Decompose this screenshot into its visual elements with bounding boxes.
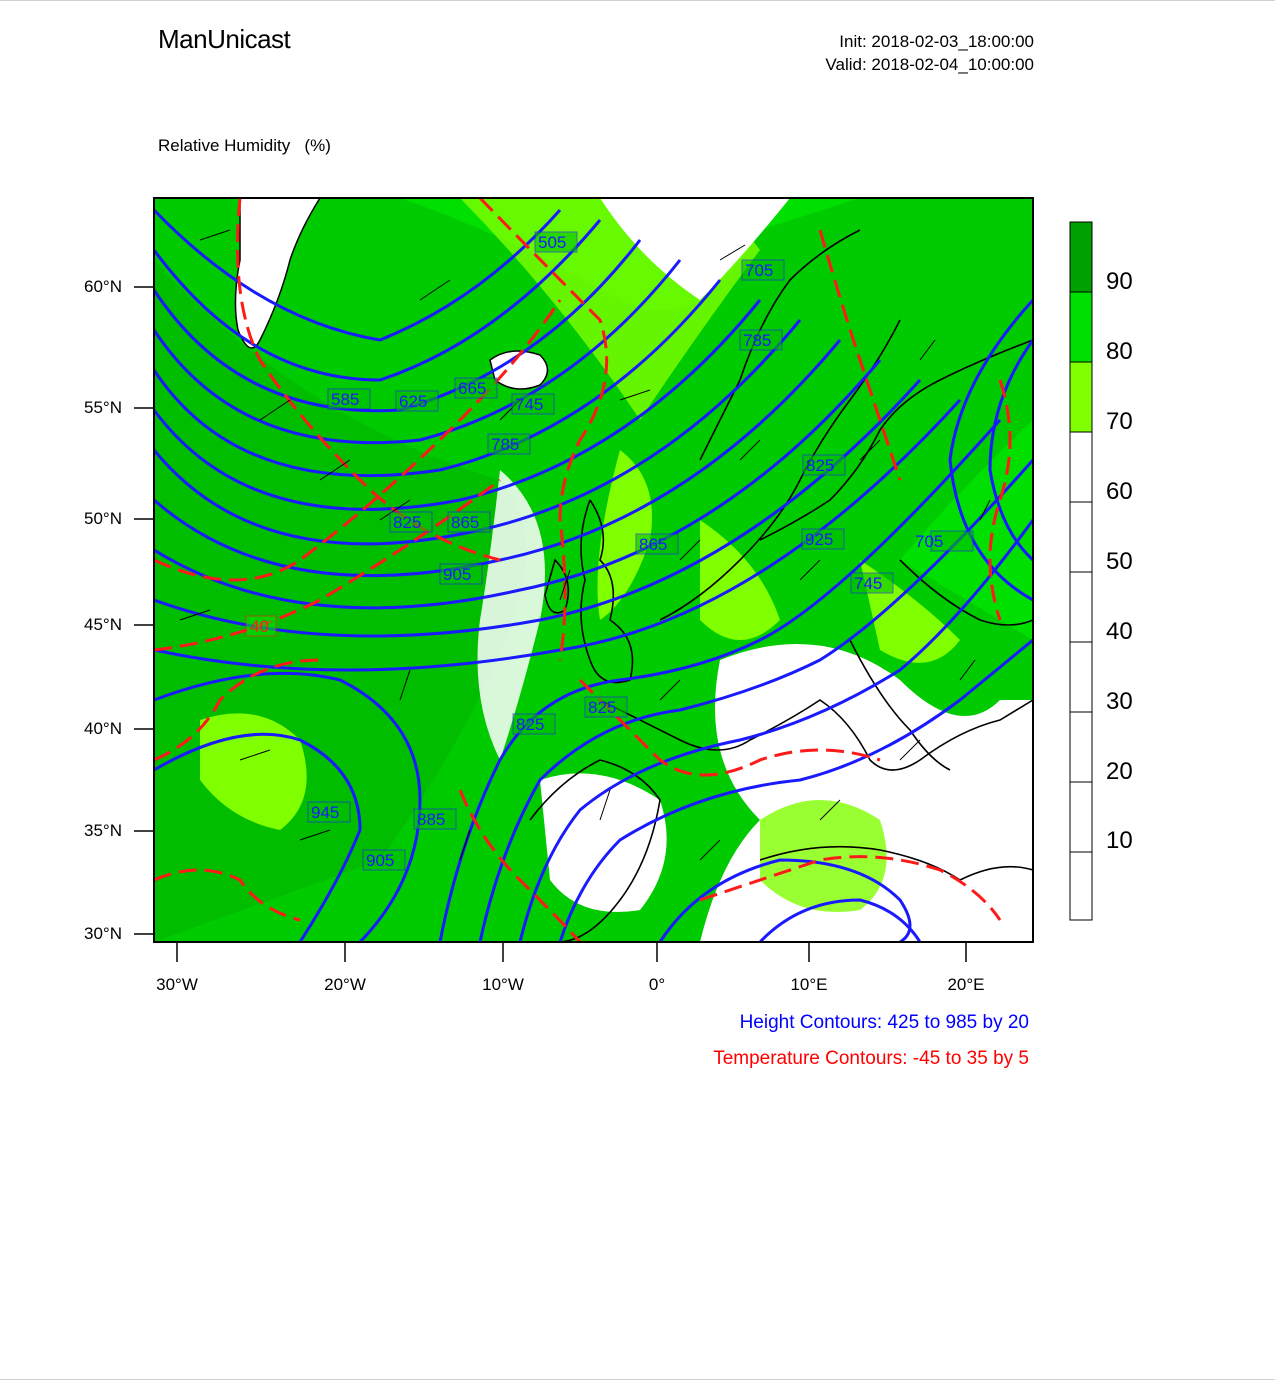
- svg-text:865: 865: [639, 535, 668, 554]
- init-time: Init: 2018-02-03_18:00:00: [839, 32, 1034, 51]
- contour-label: [803, 455, 845, 475]
- lon-ticks: [177, 942, 966, 962]
- svg-text:705: 705: [915, 532, 944, 551]
- colorbar-swatch-70: [1070, 362, 1092, 432]
- svg-text:785: 785: [491, 435, 520, 454]
- colorbar: [1070, 222, 1092, 920]
- colorbar-label-70: 70: [1106, 408, 1133, 435]
- contour-label: [742, 260, 784, 280]
- svg-text:825: 825: [393, 513, 422, 532]
- lon-label-20w: 20°W: [324, 975, 366, 994]
- svg-text:945: 945: [311, 803, 340, 822]
- contour-label: [390, 512, 432, 532]
- contour-label: [448, 512, 490, 532]
- colorbar-label-10: 10: [1106, 827, 1133, 854]
- contour-label: [328, 389, 370, 409]
- svg-text:905: 905: [366, 851, 395, 870]
- contour-label: [414, 809, 456, 829]
- lat-label-40n: 40°N: [84, 719, 122, 738]
- contour-label: [915, 531, 973, 551]
- lat-label-60n: 60°N: [84, 277, 122, 296]
- svg-text:705: 705: [745, 261, 774, 280]
- colorbar-label-20: 20: [1106, 758, 1133, 785]
- colorbar-label-80: 80: [1106, 338, 1133, 365]
- colorbar-swatch-90: [1070, 222, 1092, 292]
- temperature-contour-note: Temperature Contours: -45 to 35 by 5: [713, 1048, 1029, 1069]
- svg-text:745: 745: [515, 395, 544, 414]
- contour-label: [802, 529, 844, 549]
- svg-text:745: 745: [854, 574, 883, 593]
- contour-label: [851, 573, 893, 593]
- svg-text:925: 925: [805, 530, 834, 549]
- plot-title: ManUnicast: [158, 24, 291, 54]
- svg-text:665: 665: [458, 379, 487, 398]
- contour-label: [440, 564, 482, 584]
- colorbar-swatch-40: [1070, 572, 1092, 642]
- contour-label: [363, 850, 405, 870]
- svg-text:905: 905: [443, 565, 472, 584]
- colorbar-swatch-30: [1070, 642, 1092, 712]
- colorbar-label-30: 30: [1106, 688, 1133, 715]
- lon-label-20e: 20°E: [947, 975, 985, 994]
- colorbar-swatch-0: [1070, 852, 1092, 920]
- contour-label: [513, 714, 555, 734]
- lon-label-0: 0°: [648, 975, 666, 994]
- colorbar-label-60: 60: [1106, 478, 1133, 505]
- contour-label: [488, 434, 530, 454]
- lat-label-35n: 35°N: [84, 821, 122, 840]
- svg-text:505: 505: [538, 233, 567, 252]
- contour-label: [455, 378, 497, 398]
- contour-label: [585, 697, 627, 717]
- field-rh: Relative Humidity (%): [158, 136, 331, 155]
- svg-text:825: 825: [516, 715, 545, 734]
- svg-text:785: 785: [743, 331, 772, 350]
- svg-text:585: 585: [331, 390, 360, 409]
- svg-text:40: 40: [250, 617, 269, 636]
- height-contour-note: Height Contours: 425 to 985 by 20: [739, 1012, 1029, 1033]
- temperature-label: [246, 616, 276, 636]
- colorbar-label-50: 50: [1106, 548, 1133, 575]
- contour-label: [308, 802, 350, 822]
- svg-text:865: 865: [451, 513, 480, 532]
- lat-label-55n: 55°N: [84, 398, 122, 417]
- contour-label: [512, 394, 554, 414]
- contour-label: [535, 232, 577, 252]
- colorbar-label-40: 40: [1106, 618, 1133, 645]
- lat-label-50n: 50°N: [84, 509, 122, 528]
- colorbar-swatch-80: [1070, 292, 1092, 362]
- lat-ticks: [134, 287, 154, 934]
- lat-label-45n: 45°N: [84, 615, 122, 634]
- colorbar-label-90: 90: [1106, 268, 1133, 295]
- colorbar-swatch-20: [1070, 712, 1092, 782]
- lat-label-30n: 30°N: [84, 924, 122, 943]
- svg-text:825: 825: [806, 456, 835, 475]
- lon-label-10e: 10°E: [790, 975, 828, 994]
- svg-text:625: 625: [399, 392, 428, 411]
- colorbar-swatch-10: [1070, 782, 1092, 852]
- contour-label: [636, 534, 678, 554]
- colorbar-swatch-60: [1070, 432, 1092, 502]
- contour-label: [396, 391, 438, 411]
- valid-time: Valid: 2018-02-04_10:00:00: [825, 55, 1034, 74]
- svg-text:885: 885: [417, 810, 446, 829]
- svg-text:825: 825: [588, 698, 617, 717]
- lon-label-10w: 10°W: [482, 975, 524, 994]
- lon-label-30w: 30°W: [156, 975, 198, 994]
- colorbar-swatch-50: [1070, 502, 1092, 572]
